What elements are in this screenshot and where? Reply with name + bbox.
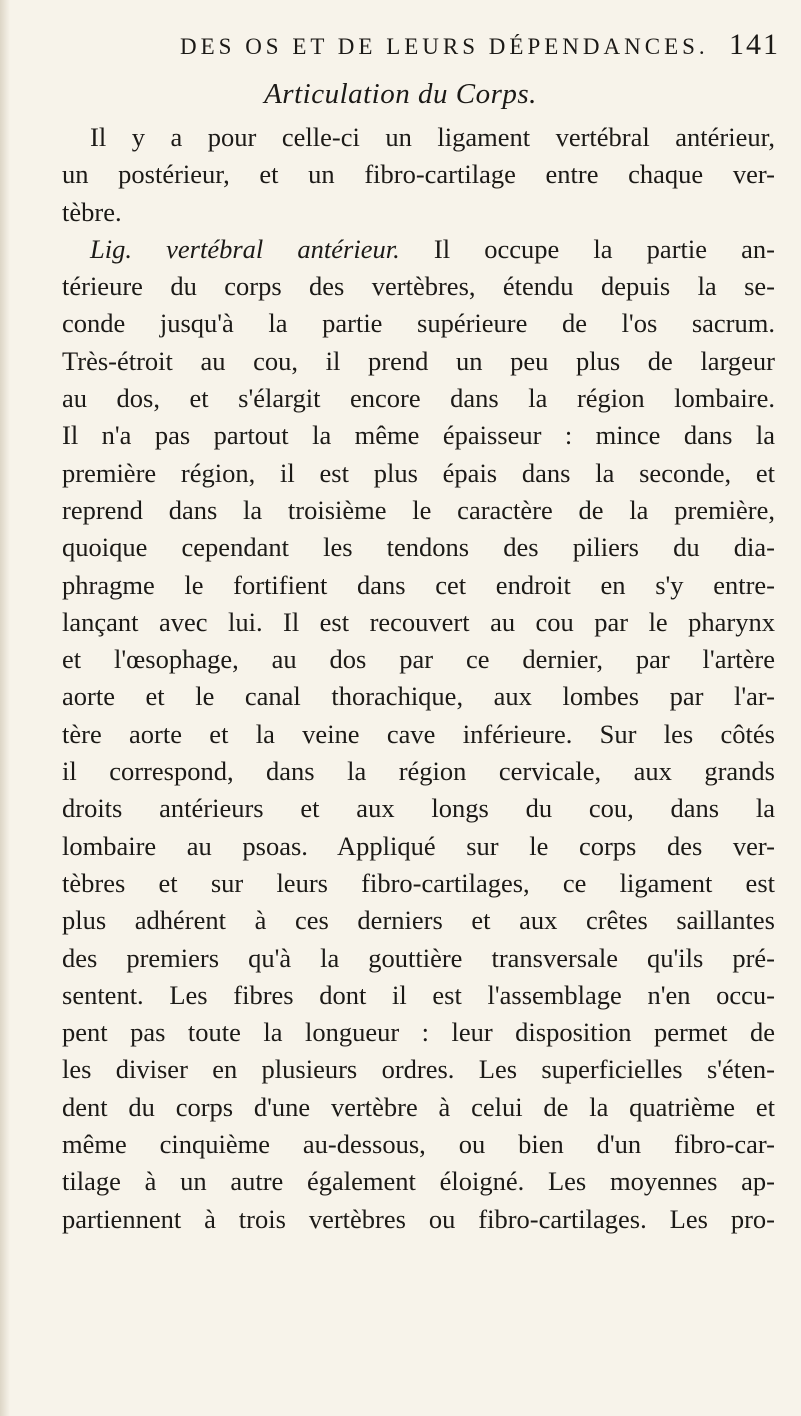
text-line-rest: Il occupe la partie an- [399, 233, 775, 264]
text-line: Il y a pour celle-ci un ligament vertébral antérieur, [90, 122, 775, 152]
text-line: sentent. Les fibres dont il est l'assemblage n'en occu- [62, 979, 775, 1010]
text-line: Très-étroit au cou, il prend un peu plus de largeur [62, 345, 775, 376]
paragraph-lead: Lig. vertébral antérieur. [90, 233, 400, 264]
section-title: Articulation du Corps. [264, 78, 537, 110]
text-line: et l'œsophage, au dos par ce dernier, par l'artère [62, 644, 775, 675]
text-line: quoique cependant les tendons des piliers du dia- [62, 532, 775, 563]
page-number: 141 [729, 28, 780, 61]
text-line: tèbres et sur leurs fibro-cartilages, ce ligament est [62, 867, 775, 898]
text-line: partiennent à trois vertèbres ou fibro-cartilages. Les pro- [62, 1203, 775, 1234]
text-line: première région, il est plus épais dans la seconde, et [62, 457, 775, 488]
text-line: même cinquième au-dessous, ou bien d'un fibro-car- [62, 1129, 775, 1160]
page-binding-edge [0, 0, 10, 1416]
text-line: Il n'a pas partout la même épaisseur : mince dans la [62, 420, 775, 451]
text-line: pent pas toute la longueur : leur disposition permet de [62, 1017, 775, 1048]
text-line: térieure du corps des vertèbres, étendu depuis la se- [62, 271, 775, 302]
text-line: aorte et le canal thorachique, aux lombes par l'ar- [62, 681, 775, 712]
running-head [60, 30, 780, 70]
text-line: les diviser en plusieurs ordres. Les superficielles s'éten- [62, 1054, 775, 1085]
text-line: au dos, et s'élargit encore dans la région lombaire. [62, 383, 775, 414]
text-line: il correspond, dans la région cervicale, aux grands [62, 756, 775, 787]
text-line: phragme le fortifient dans cet endroit en s'y entre- [62, 569, 775, 600]
text-line: plus adhérent à ces derniers et aux crêtes saillantes [62, 905, 775, 936]
text-line: dent du corps d'une vertèbre à celui de la quatrième et [62, 1091, 775, 1122]
text-line: conde jusqu'à la partie supérieure de l'os sacrum. [62, 308, 775, 339]
text-line: lançant avec lui. Il est recouvert au cou par le pharynx [62, 606, 775, 637]
text-line: des premiers qu'à la gouttière transversale qu'ils pré- [62, 942, 775, 973]
text-line: droits antérieurs et aux longs du cou, dans la [62, 793, 775, 824]
running-title: DES OS ET DE LEURS DÉPENDANCES. [180, 34, 709, 59]
text-line: tèbre. [62, 196, 122, 227]
text-line: reprend dans la troisième le caractère de la première, [62, 494, 775, 525]
text-line [62, 231, 775, 268]
body-text [62, 119, 775, 1238]
text-line: lombaire au psoas. Appliqué sur le corps des ver- [62, 830, 775, 861]
text-line: un postérieur, et un fibro-cartilage entre chaque ver- [62, 159, 775, 190]
text-line: tilage à un autre également éloigné. Les moyennes ap- [62, 1166, 775, 1197]
text-line: tère aorte et la veine cave inférieure. Sur les côtés [62, 718, 775, 749]
